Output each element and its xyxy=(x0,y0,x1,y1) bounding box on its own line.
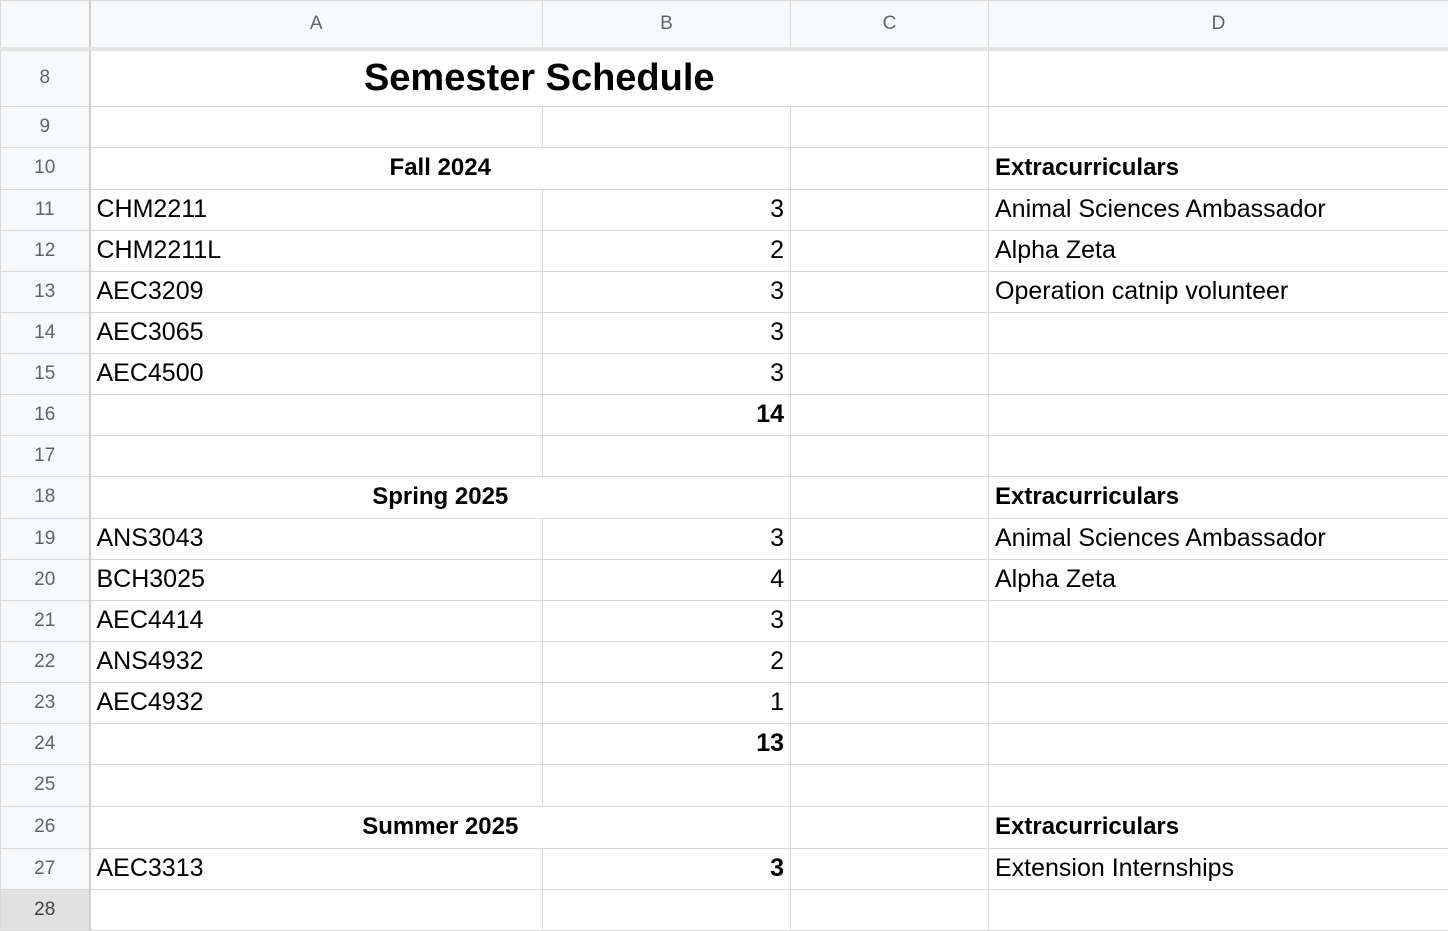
cell-c13[interactable] xyxy=(791,271,989,312)
cell-b9[interactable] xyxy=(543,106,791,147)
cell-c11[interactable] xyxy=(791,189,989,230)
cell-c22[interactable] xyxy=(791,641,989,682)
credits-cell[interactable]: 3 xyxy=(543,600,791,641)
credits-cell[interactable]: 3 xyxy=(543,189,791,230)
course-code-cell[interactable]: CHM2211L xyxy=(90,230,543,271)
cell-c19[interactable] xyxy=(791,518,989,559)
credits-cell[interactable]: 3 xyxy=(543,848,791,889)
fall-total-credits[interactable]: 14 xyxy=(543,394,791,435)
cell-a9[interactable] xyxy=(90,106,543,147)
cell-d16[interactable] xyxy=(989,394,1448,435)
cell-c28[interactable] xyxy=(791,889,989,930)
title-cell[interactable]: Semester Schedule xyxy=(90,49,989,106)
row-header-22[interactable]: 22 xyxy=(1,641,90,682)
course-code-cell[interactable]: AEC4414 xyxy=(90,600,543,641)
row-header-12[interactable]: 12 xyxy=(1,230,90,271)
select-all-corner[interactable] xyxy=(1,1,90,50)
fall-heading[interactable]: Fall 2024 xyxy=(90,147,791,189)
spring-heading[interactable]: Spring 2025 xyxy=(90,476,791,518)
cell-d23[interactable] xyxy=(989,682,1448,723)
row-header-16[interactable]: 16 xyxy=(1,394,90,435)
row-header-8[interactable]: 8 xyxy=(1,49,90,106)
credits-cell[interactable]: 3 xyxy=(543,271,791,312)
column-header-c[interactable]: C xyxy=(791,1,989,50)
row-header-27[interactable]: 27 xyxy=(1,848,90,889)
credits-cell[interactable]: 3 xyxy=(543,518,791,559)
cell-c20[interactable] xyxy=(791,559,989,600)
cell-c10[interactable] xyxy=(791,147,989,189)
cell-c27[interactable] xyxy=(791,848,989,889)
row-header-11[interactable]: 11 xyxy=(1,189,90,230)
fall-extracurriculars-heading[interactable]: Extracurriculars xyxy=(989,147,1448,189)
extracurricular-cell[interactable]: Operation catnip volunteer xyxy=(989,271,1448,312)
row-header-9[interactable]: 9 xyxy=(1,106,90,147)
cell-c16[interactable] xyxy=(791,394,989,435)
column-header-b[interactable]: B xyxy=(543,1,791,50)
row-header-21[interactable]: 21 xyxy=(1,600,90,641)
cell-d17[interactable] xyxy=(989,435,1448,476)
cell-b25[interactable] xyxy=(543,764,791,806)
cell-c25[interactable] xyxy=(791,764,989,806)
row-header-25[interactable]: 25 xyxy=(1,764,90,806)
row-header-17[interactable]: 17 xyxy=(1,435,90,476)
cell-c14[interactable] xyxy=(791,312,989,353)
cell-c21[interactable] xyxy=(791,600,989,641)
cell-b17[interactable] xyxy=(543,435,791,476)
extracurricular-cell[interactable]: Alpha Zeta xyxy=(989,230,1448,271)
spring-extracurriculars-heading[interactable]: Extracurriculars xyxy=(989,476,1448,518)
cell-a17[interactable] xyxy=(90,435,543,476)
extracurricular-cell[interactable]: Animal Sciences Ambassador xyxy=(989,189,1448,230)
cell-c15[interactable] xyxy=(791,353,989,394)
row-header-18[interactable]: 18 xyxy=(1,476,90,518)
cell-b28[interactable] xyxy=(543,889,791,930)
course-code-cell[interactable]: AEC4932 xyxy=(90,682,543,723)
row-header-26[interactable]: 26 xyxy=(1,806,90,848)
cell-c26[interactable] xyxy=(791,806,989,848)
cell-a16[interactable] xyxy=(90,394,543,435)
row-header-13[interactable]: 13 xyxy=(1,271,90,312)
course-code-cell[interactable]: AEC3209 xyxy=(90,271,543,312)
row-header-19[interactable]: 19 xyxy=(1,518,90,559)
credits-cell[interactable]: 1 xyxy=(543,682,791,723)
cell-a25[interactable] xyxy=(90,764,543,806)
cell-d21[interactable] xyxy=(989,600,1448,641)
cell-c23[interactable] xyxy=(791,682,989,723)
summer-extracurriculars-heading[interactable]: Extracurriculars xyxy=(989,806,1448,848)
course-code-cell[interactable]: CHM2211 xyxy=(90,189,543,230)
credits-cell[interactable]: 3 xyxy=(543,312,791,353)
cell-d24[interactable] xyxy=(989,723,1448,764)
cell-c9[interactable] xyxy=(791,106,989,147)
row-header-28[interactable]: 28 xyxy=(1,889,90,930)
cell-c17[interactable] xyxy=(791,435,989,476)
extracurricular-cell[interactable]: Extension Internships xyxy=(989,848,1448,889)
cell-c18[interactable] xyxy=(791,476,989,518)
cell-d25[interactable] xyxy=(989,764,1448,806)
row-header-10[interactable]: 10 xyxy=(1,147,90,189)
row-header-24[interactable]: 24 xyxy=(1,723,90,764)
course-code-cell[interactable]: ANS3043 xyxy=(90,518,543,559)
column-header-d[interactable]: D xyxy=(989,1,1448,50)
extracurricular-cell[interactable]: Alpha Zeta xyxy=(989,559,1448,600)
cell-c24[interactable] xyxy=(791,723,989,764)
course-code-cell[interactable]: ANS4932 xyxy=(90,641,543,682)
extracurricular-cell[interactable]: Animal Sciences Ambassador xyxy=(989,518,1448,559)
credits-cell[interactable]: 2 xyxy=(543,230,791,271)
credits-cell[interactable]: 4 xyxy=(543,559,791,600)
cell-d22[interactable] xyxy=(989,641,1448,682)
row-header-14[interactable]: 14 xyxy=(1,312,90,353)
course-code-cell[interactable]: BCH3025 xyxy=(90,559,543,600)
summer-heading[interactable]: Summer 2025 xyxy=(90,806,791,848)
cell-d15[interactable] xyxy=(989,353,1448,394)
column-header-a[interactable]: A xyxy=(90,1,543,50)
cell-a24[interactable] xyxy=(90,723,543,764)
credits-cell[interactable]: 2 xyxy=(543,641,791,682)
course-code-cell[interactable]: AEC3313 xyxy=(90,848,543,889)
cell-d9[interactable] xyxy=(989,106,1448,147)
cell-a28[interactable] xyxy=(90,889,543,930)
cell-d28[interactable] xyxy=(989,889,1448,930)
spring-total-credits[interactable]: 13 xyxy=(543,723,791,764)
course-code-cell[interactable]: AEC3065 xyxy=(90,312,543,353)
row-header-23[interactable]: 23 xyxy=(1,682,90,723)
cell-d14[interactable] xyxy=(989,312,1448,353)
row-header-20[interactable]: 20 xyxy=(1,559,90,600)
course-code-cell[interactable]: AEC4500 xyxy=(90,353,543,394)
cell-c12[interactable] xyxy=(791,230,989,271)
cell-d8[interactable] xyxy=(989,49,1448,106)
row-header-15[interactable]: 15 xyxy=(1,353,90,394)
credits-cell[interactable]: 3 xyxy=(543,353,791,394)
